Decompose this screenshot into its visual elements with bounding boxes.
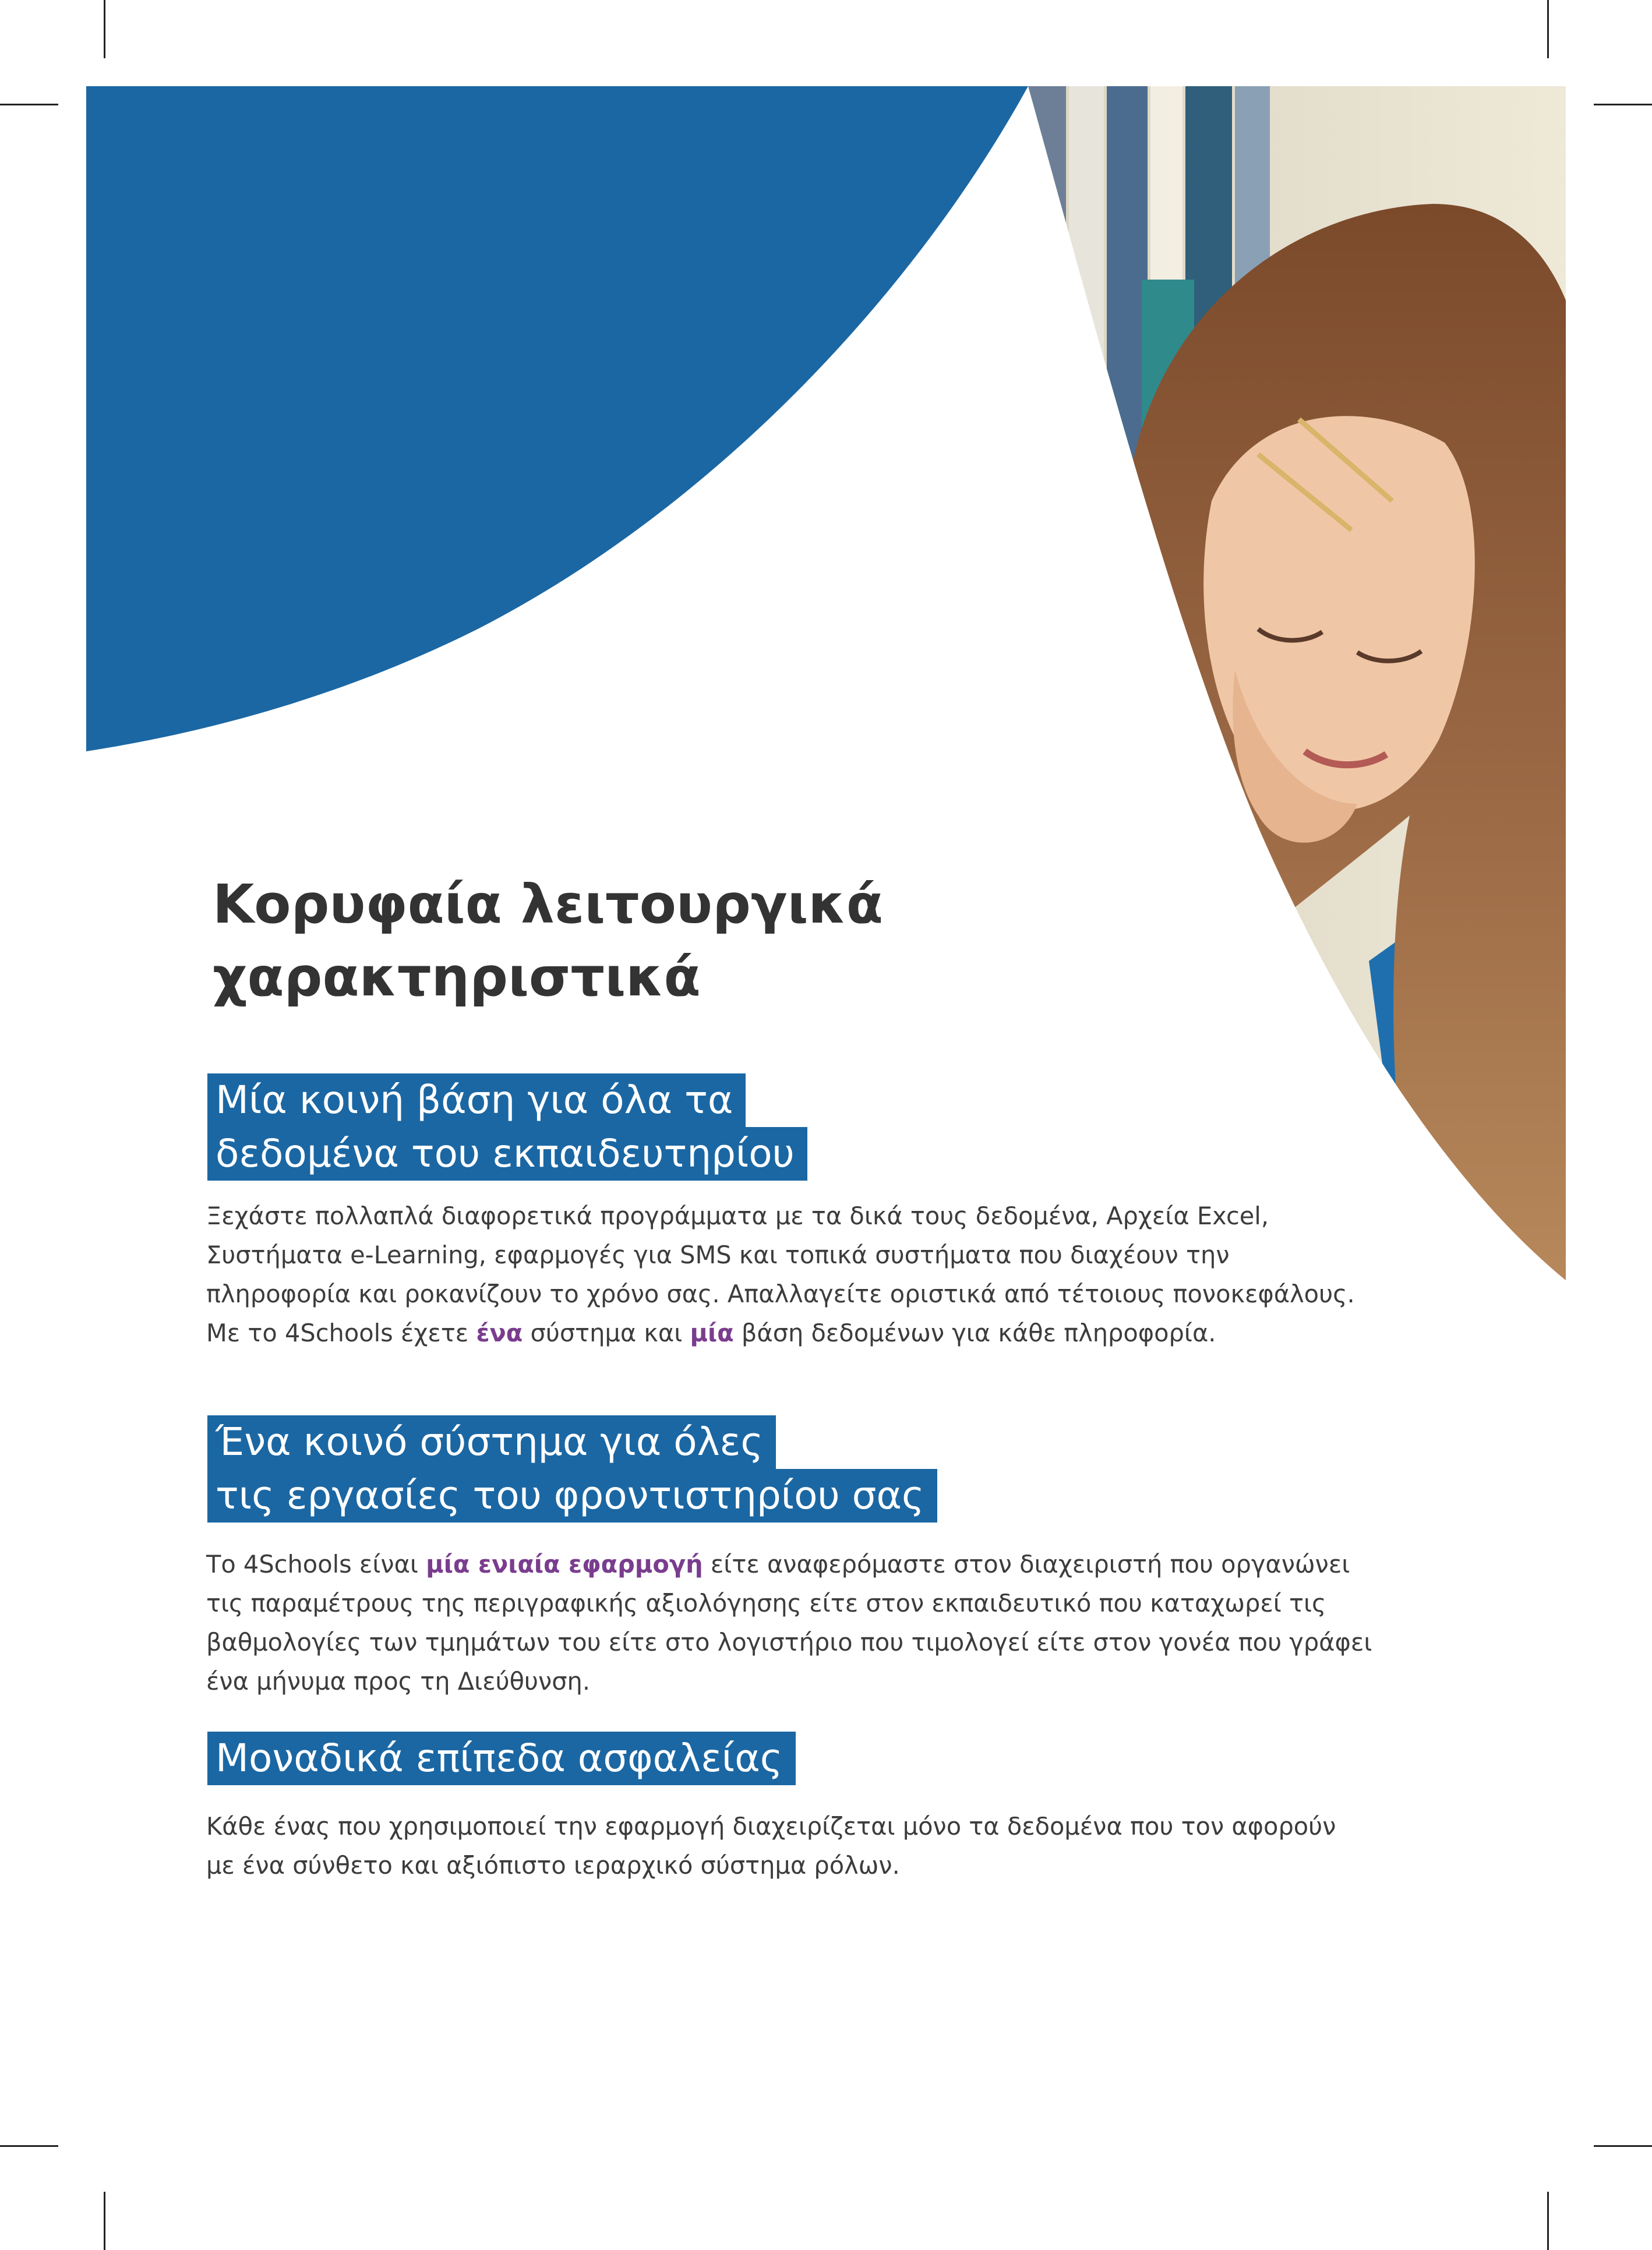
section-heading-line: δεδομένα του εκπαιδευτηρίου	[207, 1127, 807, 1181]
body-line: Συστήματα e-Learning, εφαρμογές για SMS και τοπικά συστήματα που διαχέουν την	[206, 1241, 1230, 1269]
body-text: βάση δεδομένων για κάθε πληροφορία.	[733, 1319, 1216, 1347]
section-heading-security-levels	[207, 1732, 796, 1785]
page-title-line-2: χαρακτηριστικά	[213, 946, 701, 1008]
section-heading-line: Μοναδικά επίπεδα ασφαλείας	[207, 1732, 796, 1785]
highlight-text: ένα	[476, 1319, 523, 1347]
section-body-common-database	[206, 1196, 1406, 1352]
blue-curved-shape	[86, 86, 1028, 751]
body-text: σύστημα και	[523, 1319, 690, 1347]
section-heading-common-system	[207, 1415, 937, 1523]
body-line: Κάθε ένας που χρησιμοποιεί την εφαρμογή διαχειρίζεται μόνο τα δεδομένα που τον αφορούν	[206, 1812, 1336, 1841]
page-title-line-1: Κορυφαία λειτουργικά	[213, 873, 883, 935]
body-text: Με το 4Schools έχετε	[206, 1319, 476, 1347]
body-line: ένα μήνυμα προς τη Διεύθυνση.	[206, 1667, 591, 1696]
body-line	[206, 1313, 1406, 1352]
body-line: πληροφορία και ροκανίζουν το χρόνο σας. Απαλλαγείτε οριστικά από τέτοιους πονοκεφάλους.	[206, 1280, 1355, 1308]
body-line: τις παραμέτρους της περιγραφικής αξιολόγησης είτε στον εκπαιδευτικό που καταχωρεί τις	[206, 1589, 1326, 1617]
body-line	[206, 1545, 1406, 1584]
body-text: είτε αναφερόμαστε στον διαχειριστή που οργανώνει	[703, 1550, 1350, 1578]
page-title	[213, 868, 1086, 1013]
body-line: με ένα σύνθετο και αξιόπιστο ιεραρχικό σύστημα ρόλων.	[206, 1851, 900, 1880]
body-line: Ξεχάστε πολλαπλά διαφορετικά προγράμματα με τα δικά τους δεδομένα, Αρχεία Excel,	[206, 1202, 1269, 1230]
girl-reading-in-library-photo	[990, 86, 1590, 1311]
section-body-security-levels	[206, 1807, 1406, 1885]
section-heading-line: Ένα κοινό σύστημα για όλες	[207, 1415, 776, 1469]
section-body-common-system	[206, 1545, 1406, 1701]
section-heading-line: Μία κοινή βάση για όλα τα	[207, 1073, 746, 1127]
section-heading-line: τις εργασίες του φροντιστηρίου σας	[207, 1469, 937, 1523]
highlight-text: μία ενιαία εφαρμογή	[426, 1550, 703, 1578]
section-heading-common-database	[207, 1073, 807, 1181]
body-text: Το 4Schools είναι	[206, 1550, 426, 1578]
highlight-text: μία	[690, 1319, 734, 1347]
body-line: βαθμολογίες των τμημάτων του είτε στο λογιστήριο που τιμολογεί είτε στον γονέα που γράφει	[206, 1628, 1372, 1656]
